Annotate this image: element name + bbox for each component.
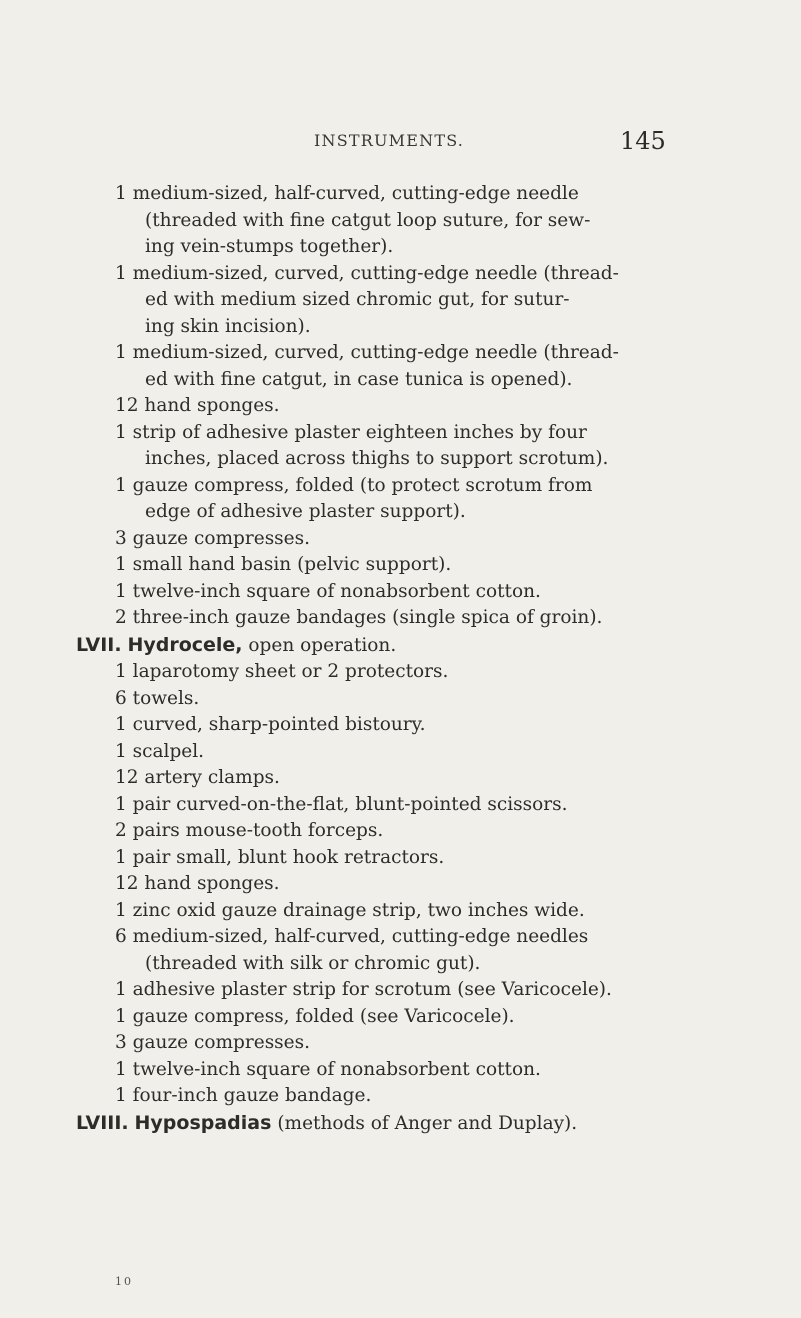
list-item [0,1030,801,1057]
list-item [0,792,801,819]
list-item [0,1004,801,1031]
list-item [0,898,801,925]
item-line: 2 pairs mouse-tooth forceps. [115,820,384,841]
list-item [0,261,801,341]
list-item [0,739,801,766]
list-item [0,181,801,261]
item-line: 1 adhesive plaster strip for scrotum (see Varicocele). [115,979,612,1000]
section-number: LVIII. [76,1111,129,1134]
list-item [0,977,801,1004]
item-line: 1 medium-sized, curved, cutting-edge needle (thread- [115,262,619,284]
list-item [0,552,801,579]
list-item [0,1057,801,1084]
list-item [0,579,801,606]
item-continuation-line: edge of adhesive plaster support). [145,501,466,522]
item-line: 1 strip of adhesive plaster eighteen inches by four [115,421,587,443]
section-number: LVII. [76,633,122,656]
item-line: 1 twelve-inch square of nonabsorbent cotton. [115,580,541,602]
section-title: Hydrocele, [127,633,243,656]
item-line: 1 pair curved-on-the-flat, blunt-pointed scissors. [115,793,568,815]
section-heading-line [0,632,801,660]
item-continuation-line: ed with medium sized chromic gut, for sutur- [145,289,570,310]
item-line: 12 hand sponges. [115,873,280,894]
item-line: 1 twelve-inch square of nonabsorbent cotton. [115,1058,541,1080]
item-line: 1 pair small, blunt hook retractors. [115,846,445,868]
list-item [0,845,801,872]
item-line: 6 medium-sized, half-curved, cutting-edge needles [115,926,589,947]
item-continuation-line: ed with fine catgut, in case tunica is opened). [145,368,573,390]
page-number: 145 [620,127,666,155]
item-line: 1 four-inch gauze bandage. [115,1085,372,1106]
running-head: INSTRUMENTS. [314,131,465,150]
signature-mark: 10 [115,1275,133,1288]
item-line: 1 gauze compress, folded (see Varicocele). [115,1005,515,1027]
item-line: 1 medium-sized, half-curved, cutting-edge needle [115,183,579,204]
list-item [0,1083,801,1110]
list-item [0,473,801,526]
section-subtitle: (methods of Anger and Duplay). [277,1112,578,1134]
page-header [0,127,801,171]
item-line: 1 curved, sharp-pointed bistoury. [115,714,426,735]
item-continuation-line: ing skin incision). [145,315,311,337]
list-item [0,605,801,632]
item-line: 2 three-inch gauze bandages (single spica of groin). [115,607,603,628]
list-item [0,340,801,393]
item-line: 3 gauze compresses. [115,527,310,549]
list-item [0,712,801,739]
item-continuation-line: (threaded with fine catgut loop suture, for sew- [145,209,591,231]
section-subtitle: open operation. [248,634,397,656]
list-item [0,686,801,713]
list-item [0,393,801,420]
item-line: 3 gauze compresses. [115,1032,310,1053]
section-heading-line [0,1110,801,1138]
item-line: 1 zinc oxid gauze drainage strip, two inches wide. [115,899,585,921]
item-line: 1 scalpel. [115,740,205,762]
list-item [0,818,801,845]
section-heading [0,632,801,660]
item-line: 12 artery clamps. [115,767,280,788]
item-line: 1 medium-sized, curved, cutting-edge needle (thread- [115,342,619,363]
item-line: 1 gauze compress, folded (to protect scrotum from [115,474,593,496]
list-item [0,924,801,977]
section-title: Hypospadias [134,1111,272,1134]
item-line: 1 laparotomy sheet or 2 protectors. [115,661,449,682]
item-line: 12 hand sponges. [115,395,280,416]
section-heading [0,1110,801,1138]
instrument-list [0,181,801,1137]
list-item [0,526,801,553]
list-item [0,420,801,473]
list-item [0,871,801,898]
item-line: 6 towels. [115,687,200,709]
list-item [0,659,801,686]
item-continuation-line: inches, placed across thighs to support scrotum). [145,448,609,469]
item-continuation-line: ing vein-stumps together). [145,236,394,257]
list-item [0,765,801,792]
item-continuation-line: (threaded with silk or chromic gut). [145,952,481,974]
item-line: 1 small hand basin (pelvic support). [115,554,452,575]
